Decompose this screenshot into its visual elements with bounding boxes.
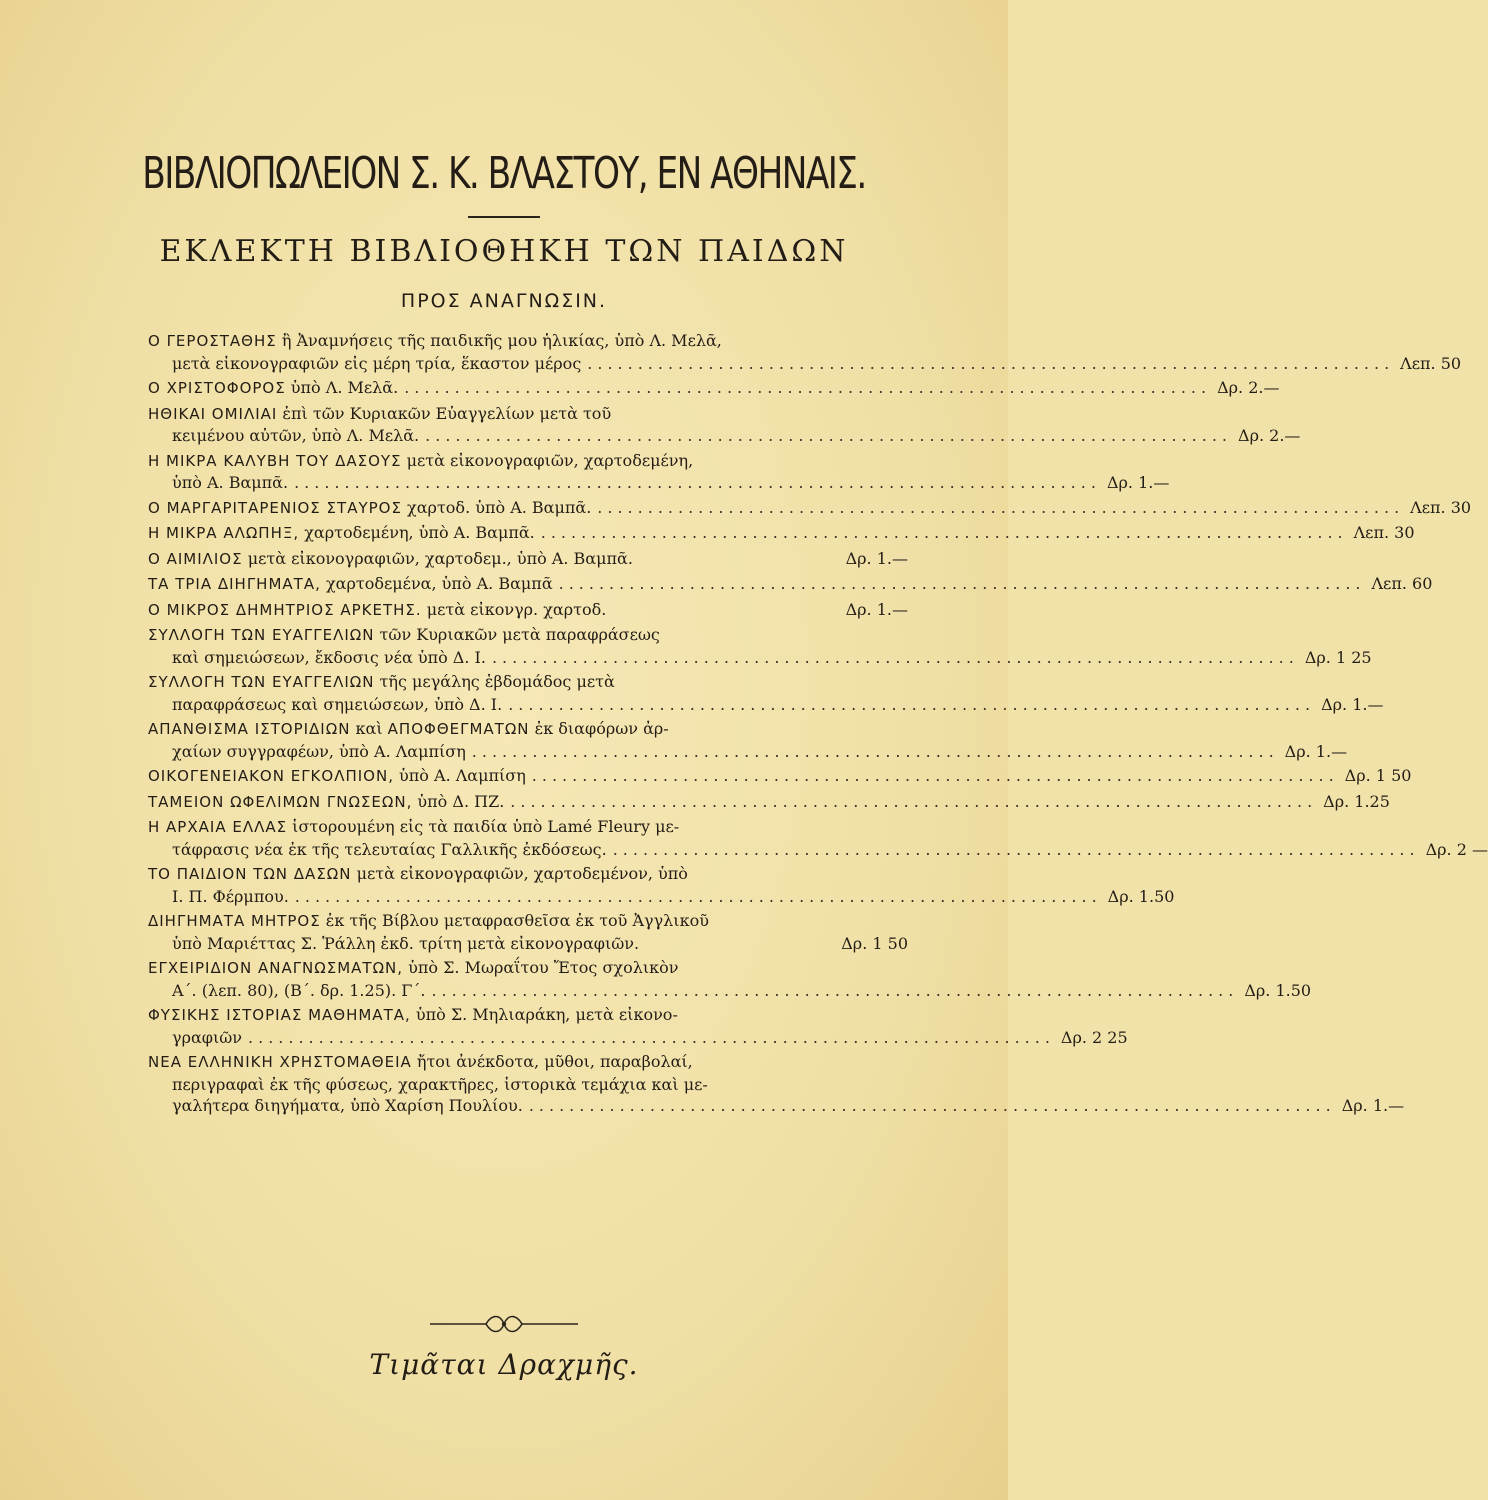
catalog-entry xyxy=(148,910,908,954)
book-description: χαρτοδεμένα, ὑπὸ Α. Βαμπᾶ xyxy=(320,574,553,593)
book-title: ΔΙΗΓΗΜΑΤΑ ΜΗΤΡΟΣ xyxy=(148,912,321,930)
book-price: Λεπ. 30 xyxy=(1410,497,1472,517)
book-description: ὑπὸ Σ. Μηλιαράκη, μετὰ εἰκονο- xyxy=(410,1005,678,1024)
entry-text xyxy=(148,910,709,933)
entry-line xyxy=(148,718,908,741)
price-footer: Τιμᾶται Δραχμῆς. xyxy=(369,1348,639,1381)
book-description: μετὰ εἰκονογραφιῶν, χαρτοδεμ., ὑπὸ Α. Βαμπᾶ. xyxy=(242,548,633,568)
book-title: Η ΑΡΧΑΙΑ ΕΛΛΑΣ xyxy=(148,818,288,836)
catalog-entry xyxy=(148,791,1390,814)
entry-line xyxy=(148,497,1472,520)
entry-text xyxy=(148,403,611,426)
book-description: καὶ σημειώσεων, ἔκδοσις νέα ὑπὸ Δ. Ι. xyxy=(172,647,486,667)
catalog-entry xyxy=(148,671,1384,715)
entry-line xyxy=(148,1095,1405,1117)
dot-leader: ................................................................................ xyxy=(248,1027,1055,1047)
book-title: ΝΕΑ ΕΛΛΗΝΙΚΗ ΧΡΗΣΤΟΜΑΘΕΙΑ xyxy=(148,1053,412,1071)
dot-leader: ................................................................................ xyxy=(558,574,1366,593)
book-description: περιγραφαὶ ἐκ τῆς φύσεως, χαρακτῆρες, ἱστορικὰ τεμάχια καὶ με- xyxy=(172,1074,708,1094)
bookshop-title: ΒΙΒΛΙΟΠΩΛΕΙΟΝ Σ. Κ. ΒΛΑΣΤΟΥ, ΕΝ ΑΘΗΝΑΙΣ. xyxy=(142,148,866,199)
entry-text xyxy=(148,599,606,622)
entry-line xyxy=(148,1004,908,1027)
entry-text xyxy=(148,957,678,980)
entry-text xyxy=(172,980,425,1002)
dot-leader: ................................................................................ xyxy=(491,647,1299,667)
catalog-entry xyxy=(148,624,1372,668)
entry-text xyxy=(148,377,398,400)
book-description: ὑπὸ Μαριέττας Σ. Ῥάλλη ἐκδ. τρίτη μετὰ εἰκονογραφιῶν. xyxy=(172,933,640,953)
ornament-divider xyxy=(430,1312,578,1336)
entry-text xyxy=(148,624,660,647)
book-description: ὑπὸ Δ. ΠΖ. xyxy=(412,791,505,811)
entry-line xyxy=(148,403,908,426)
entry-text xyxy=(172,1027,242,1049)
title-rule xyxy=(468,216,540,218)
book-title: Ο ΜΙΚΡΟΣ ΔΗΜΗΤΡΙΟΣ ΑΡΚΕΤΗΣ. xyxy=(148,600,422,619)
entry-line xyxy=(148,1051,908,1074)
book-title: ΑΠΟΦΘΕΓΜΑΤΩΝ xyxy=(387,720,530,738)
entry-text xyxy=(172,886,289,908)
book-description: γαλήτερα διηγήματα, ὑπὸ Χαρίση Πουλίου. xyxy=(172,1096,523,1115)
dot-leader: ................................................................................ xyxy=(612,839,1420,859)
catalog-entry xyxy=(148,548,908,571)
book-description: ὑπὸ Σ. Μωραΐτου Ἔτος σχολικὸν xyxy=(403,958,679,977)
entry-line xyxy=(148,741,1348,763)
series-title: ΕΚΛΕΚΤΗ ΒΙΒΛΙΟΘΗΚΗ ΤΩΝ ΠΑΙΔΩΝ xyxy=(159,234,849,269)
entry-line xyxy=(148,886,1175,908)
dot-leader: ................................................................................ xyxy=(528,1096,1336,1115)
catalog-entry xyxy=(148,330,1462,374)
entry-text xyxy=(148,497,591,520)
entry-line xyxy=(148,647,1372,669)
book-description: παραφράσεως καὶ σημειώσεων, ὑπὸ Δ. Ι. xyxy=(172,694,503,714)
entry-line xyxy=(148,330,908,353)
book-price: Δρ. 1.— xyxy=(1284,741,1348,761)
entry-text xyxy=(148,718,669,741)
catalog-entry xyxy=(148,450,1170,494)
dot-leader: ................................................................................ xyxy=(587,353,1395,373)
book-list xyxy=(148,330,1488,1120)
catalog-entry xyxy=(148,403,1301,447)
entry-line xyxy=(148,548,908,571)
book-description: ἱστορουμένη εἰς τὰ παιδία ὑπὸ Lamé Fleury με- xyxy=(287,817,680,836)
entry-text xyxy=(172,933,639,955)
dot-leader: ................................................................................ xyxy=(540,523,1348,542)
book-title: ΗΘΙΚΑΙ ΟΜΙΛΙΑΙ xyxy=(148,404,278,423)
entry-line xyxy=(148,353,1462,375)
entry-spacer xyxy=(148,1117,908,1120)
book-price: Δρ. 2 — xyxy=(1425,839,1488,859)
book-title: Ο ΧΡΙΣΤΟΦΟΡΟΣ xyxy=(148,379,286,397)
entry-text xyxy=(148,1004,678,1027)
book-description: τῆς μεγάλης ἑβδομάδος μετὰ xyxy=(374,672,615,691)
catalog-entry xyxy=(148,573,1433,596)
book-description: χαίων συγγραφέων, ὑπὸ Α. Λαμπίση xyxy=(172,741,466,761)
dot-leader: ................................................................................ xyxy=(294,886,1102,906)
dot-leader: ................................................................................ xyxy=(510,791,1318,811)
book-price: Δρ. 1.50 xyxy=(1244,980,1312,1000)
dot-leader: ................................................................................ xyxy=(425,426,1233,445)
entry-line xyxy=(148,450,908,473)
book-description: ἐκ τῆς Βίβλου μεταφρασθεῖσα ἐκ τοῦ Ἀγγλικοῦ xyxy=(320,911,709,930)
book-title: Η ΜΙΚΡΑ ΚΑΛΥΒΗ ΤΟΥ ΔΑΣΟΥΣ xyxy=(148,451,402,470)
entry-line xyxy=(148,694,1384,716)
book-price: Δρ. 1.— xyxy=(845,548,908,568)
book-title: Ο ΜΑΡΓΑΡΙΤΑΡΕΝΙΟΣ ΣΤΑΥΡΟΣ xyxy=(148,498,402,517)
entry-line xyxy=(148,522,1415,545)
entry-line xyxy=(148,671,908,694)
book-description: ὑπὸ Α. Βαμπᾶ. xyxy=(172,473,289,492)
book-description: γραφιῶν xyxy=(172,1027,243,1047)
series-subtitle: ΠΡΟΣ ΑΝΑΓΝΩΣΙΝ. xyxy=(400,290,608,312)
dot-leader: ................................................................................ xyxy=(294,473,1101,492)
book-title: ΟΙΚΟΓΕΝΕΙΑΚΟΝ ΕΓΚΟΛΠΙΟΝ, xyxy=(148,767,394,785)
entry-text xyxy=(148,863,688,886)
entry-text xyxy=(172,425,419,447)
book-title: ΤΑΜΕΙΟΝ ΩΦΕΛΙΜΩΝ ΓΝΩΣΕΩΝ, xyxy=(148,792,413,811)
dot-leader: ................................................................................ xyxy=(531,766,1339,785)
entry-text xyxy=(148,522,535,545)
catalog-entry xyxy=(148,863,1175,907)
entry-line xyxy=(148,980,1312,1002)
book-description: τῶν Κυριακῶν μετὰ παραφράσεως xyxy=(374,625,660,644)
entry-text xyxy=(172,694,502,716)
book-description: τάφρασις νέα ἐκ τῆς τελευταίας Γαλλικῆς ἐκδόσεως. xyxy=(172,839,607,859)
entry-text xyxy=(148,671,615,694)
book-title: ΑΠΑΝΘΙΣΜΑ ΙΣΤΟΡΙΔΙΩΝ xyxy=(148,720,351,738)
book-price: Λεπ. 30 xyxy=(1353,523,1415,542)
entry-line xyxy=(148,765,1412,788)
dot-leader: ................................................................................ xyxy=(431,980,1239,1000)
entry-line xyxy=(148,599,908,622)
entry-text xyxy=(148,816,679,839)
entry-text xyxy=(172,353,581,375)
book-price: Δρ. 2.— xyxy=(1217,378,1280,397)
book-description: μετὰ εἰκονογραφιῶν εἰς μέρη τρία, ἕκαστον μέρος xyxy=(172,353,582,373)
book-price: Δρ. 1.— xyxy=(1106,473,1170,492)
book-title: Η ΜΙΚΡΑ ΑΛΩΠΗΞ, xyxy=(148,524,300,542)
book-title: ΣΥΛΛΟΓΗ ΤΩΝ ΕΥΑΓΓΕΛΙΩΝ xyxy=(148,673,375,691)
book-title: Ο ΓΕΡΟΣΤΑΘΗΣ xyxy=(148,332,277,350)
entry-line xyxy=(148,425,1301,447)
book-description: καὶ xyxy=(350,719,388,738)
entry-line xyxy=(148,863,908,886)
catalog-entry xyxy=(148,1004,1128,1048)
book-description: ἐκ διαφόρων ἀρ- xyxy=(529,719,669,738)
book-description: Α΄. (λεπ. 80), (Β΄. δρ. 1.25). Γ΄. xyxy=(172,980,426,1000)
book-description: ἤτοι ἀνέκδοτα, μῦθοι, παραβολαί, xyxy=(411,1052,693,1071)
entry-text xyxy=(148,1051,693,1074)
entry-line xyxy=(148,472,1170,494)
book-description: χαρτοδ. ὑπὸ Α. Βαμπᾶ. xyxy=(401,497,592,517)
catalog-entry xyxy=(148,1051,1405,1117)
book-description: ὑπὸ Α. Λαμπίση xyxy=(393,766,526,785)
book-price: Δρ. 1.— xyxy=(1321,694,1384,714)
book-description: ὑπὸ Λ. Μελᾶ. xyxy=(285,378,399,397)
entry-text xyxy=(172,1095,523,1117)
book-price: Δρ. 1.— xyxy=(845,599,908,619)
book-description: κειμένου αὐτῶν, ὑπὸ Λ. Μελᾶ. xyxy=(172,426,420,445)
book-price: Δρ. 2.— xyxy=(1238,426,1301,445)
book-description: μετὰ εἰκονγρ. χαρτοδ. xyxy=(421,599,607,619)
book-title: ΕΓΧΕΙΡΙΔΙΟΝ ΑΝΑΓΝΩΣΜΑΤΩΝ, xyxy=(148,959,404,977)
book-price: Δρ. 1.— xyxy=(1341,1096,1405,1115)
entry-line xyxy=(148,839,1488,861)
entry-text xyxy=(172,647,486,669)
book-description: χαρτοδεμένη, ὑπὸ Α. Βαμπᾶ. xyxy=(299,523,535,542)
book-price: Δρ. 1.50 xyxy=(1107,886,1175,906)
entry-text xyxy=(172,839,607,861)
book-price: Δρ. 2 25 xyxy=(1060,1027,1128,1047)
catalog-entry xyxy=(148,816,1488,860)
entry-text xyxy=(148,765,526,788)
book-price: Λεπ. 60 xyxy=(1371,574,1433,593)
entry-text xyxy=(148,450,693,473)
entry-line xyxy=(148,573,1433,596)
entry-text xyxy=(172,472,288,494)
dot-leader: ................................................................................ xyxy=(597,497,1405,517)
book-price: Δρ. 1 50 xyxy=(841,933,908,953)
entry-text xyxy=(148,548,633,571)
book-title: ΤΟ ΠΑΙΔΙΟΝ ΤΩΝ ΔΑΣΩΝ xyxy=(148,865,352,883)
entry-line xyxy=(148,1074,908,1096)
book-price: Δρ. 1 50 xyxy=(1344,766,1412,785)
catalog-entry xyxy=(148,957,1312,1001)
entry-text xyxy=(172,1074,708,1096)
entry-line xyxy=(148,957,908,980)
entry-line xyxy=(148,910,908,933)
dot-leader: ................................................................................ xyxy=(508,694,1316,714)
entry-text xyxy=(172,741,466,763)
entry-line xyxy=(148,1027,1128,1049)
catalog-entry xyxy=(148,765,1412,788)
dot-leader: ................................................................................ xyxy=(471,741,1279,761)
book-description: ἢ Ἀναμνήσεις τῆς παιδικῆς μου ἡλικίας, ὑπὸ Λ. Μελᾶ, xyxy=(276,331,722,350)
entry-line xyxy=(148,791,1390,814)
book-title: ΣΥΛΛΟΓΗ ΤΩΝ ΕΥΑΓΓΕΛΙΩΝ xyxy=(148,626,375,644)
entry-text xyxy=(148,330,722,353)
catalog-entry xyxy=(148,599,908,622)
entry-text xyxy=(148,791,504,814)
book-price: Δρ. 1.25 xyxy=(1323,791,1390,811)
entry-line xyxy=(148,377,1280,400)
entry-line xyxy=(148,933,908,955)
entry-line xyxy=(148,624,908,647)
book-description: μετὰ εἰκονογραφιῶν, χαρτοδεμένη, xyxy=(401,450,694,470)
dot-leader: ................................................................................ xyxy=(404,378,1212,397)
catalog-entry xyxy=(148,377,1280,400)
catalog-entry xyxy=(148,497,1472,520)
book-description: ἐπὶ τῶν Κυριακῶν Εὐαγγελίων μετὰ τοῦ xyxy=(277,403,612,423)
entry-line xyxy=(148,816,908,839)
book-title: ΦΥΣΙΚΗΣ ΙΣΤΟΡΙΑΣ ΜΑΘΗΜΑΤΑ, xyxy=(148,1006,411,1024)
catalog-entry xyxy=(148,718,1348,762)
catalog-entry xyxy=(148,522,1415,545)
entry-text xyxy=(148,573,553,596)
book-description: Ι. Π. Φέρμπου. xyxy=(172,886,289,906)
book-title: Ο ΑΙΜΙΛΙΟΣ xyxy=(148,549,243,568)
book-description: μετὰ εἰκονογραφιῶν, χαρτοδεμένον, ὑπὸ xyxy=(351,864,688,883)
book-title: ΤΑ ΤΡΙΑ ΔΙΗΓΗΜΑΤΑ, xyxy=(148,575,321,593)
book-price: Λεπ. 50 xyxy=(1400,353,1462,373)
book-price: Δρ. 1 25 xyxy=(1304,647,1372,667)
